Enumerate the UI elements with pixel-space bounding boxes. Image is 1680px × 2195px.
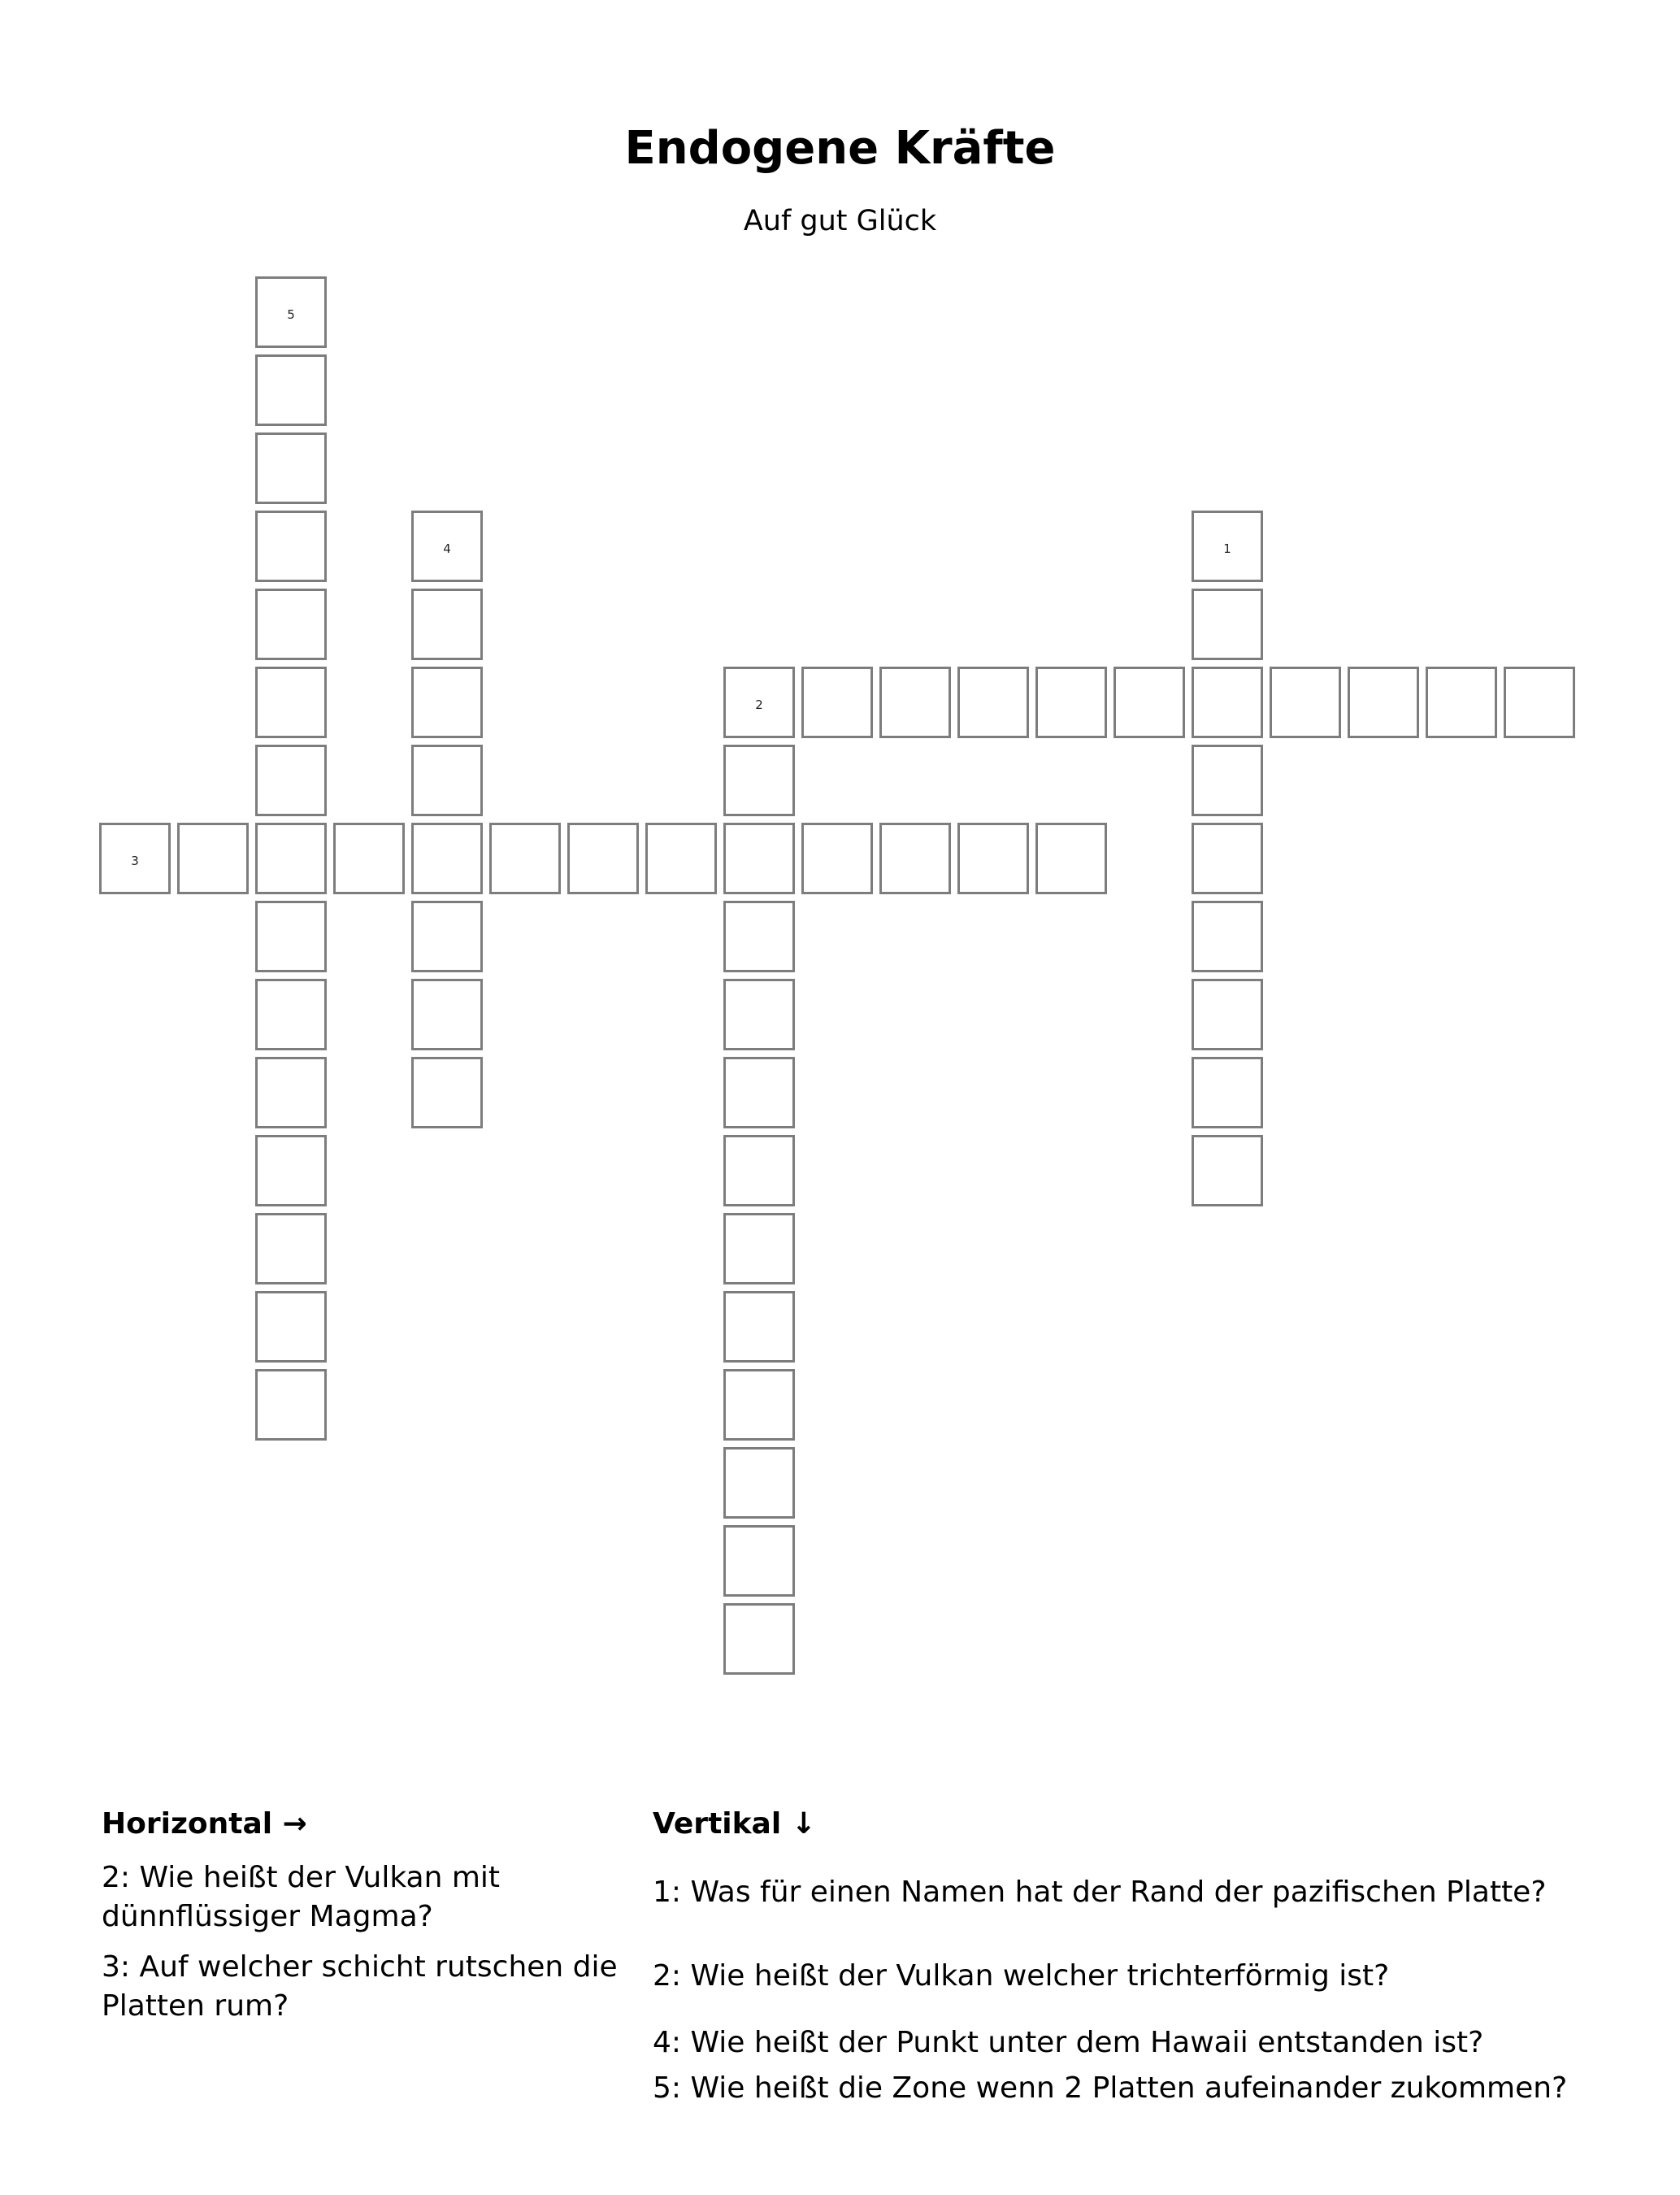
- clue-down-5: 5: Wie heißt die Zone wenn 2 Platten aufeinander zukommen?: [653, 2071, 1568, 2105]
- clue-across-2: 2: Wie heißt der Vulkan mit dünnflüssiger Magma?: [102, 1861, 501, 1933]
- crossword-cell[interactable]: [1348, 667, 1419, 738]
- clue-down-1: 1: Was für einen Namen hat der Rand der pazifischen Platte?: [653, 1876, 1547, 1909]
- crossword-cell[interactable]: [645, 823, 717, 894]
- page-subtitle: Auf gut Glück: [743, 205, 937, 237]
- crossword-cell[interactable]: [255, 1057, 327, 1128]
- crossword-cell[interactable]: [333, 823, 405, 894]
- crossword-cell[interactable]: [723, 823, 795, 894]
- crossword-cell[interactable]: [255, 511, 327, 582]
- crossword-cell[interactable]: [723, 979, 795, 1050]
- crossword-cell[interactable]: [1270, 667, 1341, 738]
- crossword-cell[interactable]: [1113, 667, 1185, 738]
- crossword-cell[interactable]: [1192, 1135, 1263, 1206]
- clue-across-3: 3: Auf welcher schicht rutschen die Platten rum?: [102, 1950, 618, 2023]
- crossword-cell[interactable]: [411, 901, 483, 972]
- crossword-cell[interactable]: [411, 511, 483, 582]
- crossword-cell[interactable]: [255, 823, 327, 894]
- horizontal-clues: [102, 1805, 622, 2026]
- crossword-cell[interactable]: [1426, 667, 1497, 738]
- crossword-cell[interactable]: [1192, 667, 1263, 738]
- crossword-cell[interactable]: [723, 1213, 795, 1284]
- crossword-cell[interactable]: [255, 1213, 327, 1284]
- clue-number: 3: [131, 854, 139, 868]
- crossword-cell[interactable]: [255, 667, 327, 738]
- clue-number: 5: [287, 307, 295, 322]
- crossword-cell[interactable]: [723, 667, 795, 738]
- crossword-cell[interactable]: [1192, 979, 1263, 1050]
- clue-number: 4: [443, 541, 451, 556]
- crossword-cell[interactable]: [255, 1369, 327, 1441]
- crossword-cell[interactable]: [411, 667, 483, 738]
- crossword-cell[interactable]: [411, 1057, 483, 1128]
- crossword-cell[interactable]: [723, 1057, 795, 1128]
- crossword-cell[interactable]: [879, 667, 951, 738]
- crossword-cell[interactable]: [957, 667, 1029, 738]
- crossword-cell[interactable]: [411, 745, 483, 816]
- crossword-cell[interactable]: [255, 1291, 327, 1363]
- crossword-cell[interactable]: [255, 901, 327, 972]
- crossword-cell[interactable]: [411, 589, 483, 660]
- crossword-cell[interactable]: [723, 1525, 795, 1597]
- crossword-cell[interactable]: [1192, 823, 1263, 894]
- clue-down-2: 2: Wie heißt der Vulkan welcher trichterförmig ist?: [653, 1959, 1390, 1993]
- clue-number: 1: [1223, 541, 1231, 556]
- crossword-cell[interactable]: [255, 276, 327, 348]
- crossword-cell[interactable]: [1504, 667, 1575, 738]
- crossword-cell[interactable]: [255, 979, 327, 1050]
- crossword-cell[interactable]: [801, 823, 873, 894]
- crossword-cell[interactable]: [879, 823, 951, 894]
- crossword-cell[interactable]: [801, 667, 873, 738]
- crossword-cell[interactable]: [1192, 1057, 1263, 1128]
- crossword-cell[interactable]: [489, 823, 561, 894]
- crossword-cell[interactable]: [1035, 667, 1107, 738]
- crossword-cell[interactable]: [723, 1447, 795, 1519]
- crossword-cell[interactable]: [1192, 901, 1263, 972]
- crossword-cell[interactable]: [255, 432, 327, 504]
- crossword-cell[interactable]: [99, 823, 171, 894]
- clue-down-4: 4: Wie heißt der Punkt unter dem Hawaii entstanden ist?: [653, 2026, 1484, 2059]
- crossword-cell[interactable]: [723, 1135, 795, 1206]
- crossword-cell[interactable]: [723, 901, 795, 972]
- crossword-cell[interactable]: [411, 823, 483, 894]
- crossword-cell[interactable]: [255, 589, 327, 660]
- crossword-cell[interactable]: [177, 823, 249, 894]
- crossword-cell[interactable]: [255, 745, 327, 816]
- page-title: Endogene Kräfte: [624, 122, 1056, 175]
- crossword-cell[interactable]: [255, 1135, 327, 1206]
- crossword-cell[interactable]: [1035, 823, 1107, 894]
- crossword-cell[interactable]: [567, 823, 639, 894]
- crossword-cell[interactable]: [255, 354, 327, 426]
- crossword-cell[interactable]: [723, 1291, 795, 1363]
- vertical-clues: [653, 1805, 1628, 2108]
- horizontal-heading: Horizontal →: [102, 1807, 307, 1841]
- crossword-cell[interactable]: [723, 1603, 795, 1675]
- crossword-cell[interactable]: [411, 979, 483, 1050]
- vertical-heading: Vertikal ↓: [653, 1807, 816, 1841]
- crossword-cell[interactable]: [1192, 589, 1263, 660]
- crossword-cell[interactable]: [1192, 745, 1263, 816]
- crossword-cell[interactable]: [1192, 511, 1263, 582]
- crossword-cell[interactable]: [723, 1369, 795, 1441]
- crossword-cell[interactable]: [957, 823, 1029, 894]
- crossword-cell[interactable]: [723, 745, 795, 816]
- clue-number: 2: [755, 698, 763, 712]
